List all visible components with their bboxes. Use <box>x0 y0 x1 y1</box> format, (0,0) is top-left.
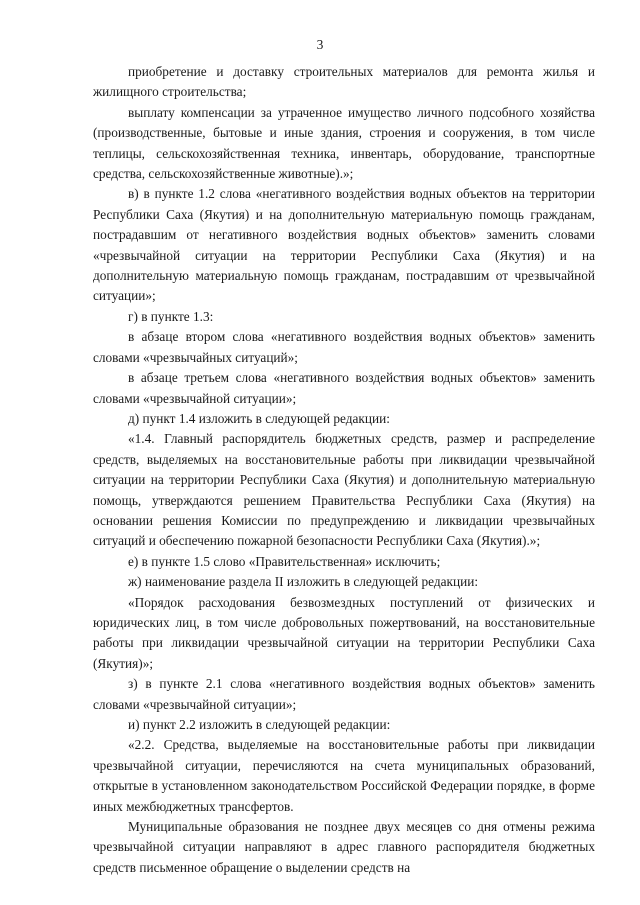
paragraph: в) в пункте 1.2 слова «негативного воздействия водных объектов на территории Республики Саха (Якутия) и на дополнительную материальную помощь гражданам, пострадавшим от негативного воздействия водных объектов» заменить словами «чрезвычайной ситуации на территории Республики Саха (Якутия) и на дополнительную материальную помощь гражданам, пострадавшим от чрезвычайной ситуации»; <box>93 186 595 304</box>
paragraph: з) в пункте 2.1 слова «негативного воздействия водных объектов» заменить словами «чрезвычайной ситуации»; <box>93 676 595 712</box>
paragraph: и) пункт 2.2 изложить в следующей редакции: <box>128 717 391 732</box>
paragraph: Муниципальные образования не позднее двух месяцев со дня отмены режима чрезвычайной ситуации направляют в адрес главного распорядителя бюджетных средств письменное обращение о выделении средств на <box>93 819 595 875</box>
paragraph: в абзаце третьем слова «негативного воздействия водных объектов» заменить словами «чрезвычайной ситуации»; <box>93 370 595 406</box>
paragraph: в абзаце втором слова «негативного воздействия водных объектов» заменить словами «чрезвычайных ситуаций»; <box>93 329 595 365</box>
paragraph: ж) наименование раздела II изложить в следующей редакции: <box>128 574 479 590</box>
paragraph: д) пункт 1.4 изложить в следующей редакции: <box>128 410 390 426</box>
page-number: 3 <box>316 37 324 52</box>
paragraph: «Порядок расходования безвозмездных поступлений от физических и юридических лиц, в том числе добровольных пожертвований, на восстановительные работы при ликвидации чрезвычайной ситуации на территории Республики Саха (Якутия)»; <box>93 594 595 671</box>
paragraph: выплату компенсации за утраченное имущество личного подсобного хозяйства (производственные, бытовые и иные здания, строения и сооружения, в том числе теплицы, сельскохозяйственная техника, инвентарь, оборудование, транспортные средства, сельскохозяйственные животные).»; <box>93 104 595 182</box>
paragraph: г) в пункте 1.3: <box>128 308 214 324</box>
paragraph: «2.2. Средства, выделяемые на восстановительные работы при ликвидации чрезвычайной ситуации, перечисляются на счета муниципальных образований, открытые в установленном законодательством Российской Федерации порядке, в форме иных межбюджетных трансфертов. <box>93 737 595 814</box>
paragraph: приобретение и доставку строительных материалов для ремонта жилья и жилищного строительства; <box>93 64 595 100</box>
paragraph: е) в пункте 1.5 слово «Правительственная» исключить; <box>128 553 441 569</box>
paragraph: «1.4. Главный распорядитель бюджетных средств, размер и распределение средств, выделяемых на восстановительные работы при ликвидации чрезвычайной ситуации на территории Республики Саха (Якутия) и дополнительную материальную помощь, утверждаются решением Правительства Республики Саха (Якутия) на основании решения Комиссии по предупреждению и ликвидации чрезвычайных ситуаций и обеспечению пожарной безопасности Республики Саха (Якутия).»; <box>93 431 595 549</box>
document-body <box>93 62 595 878</box>
